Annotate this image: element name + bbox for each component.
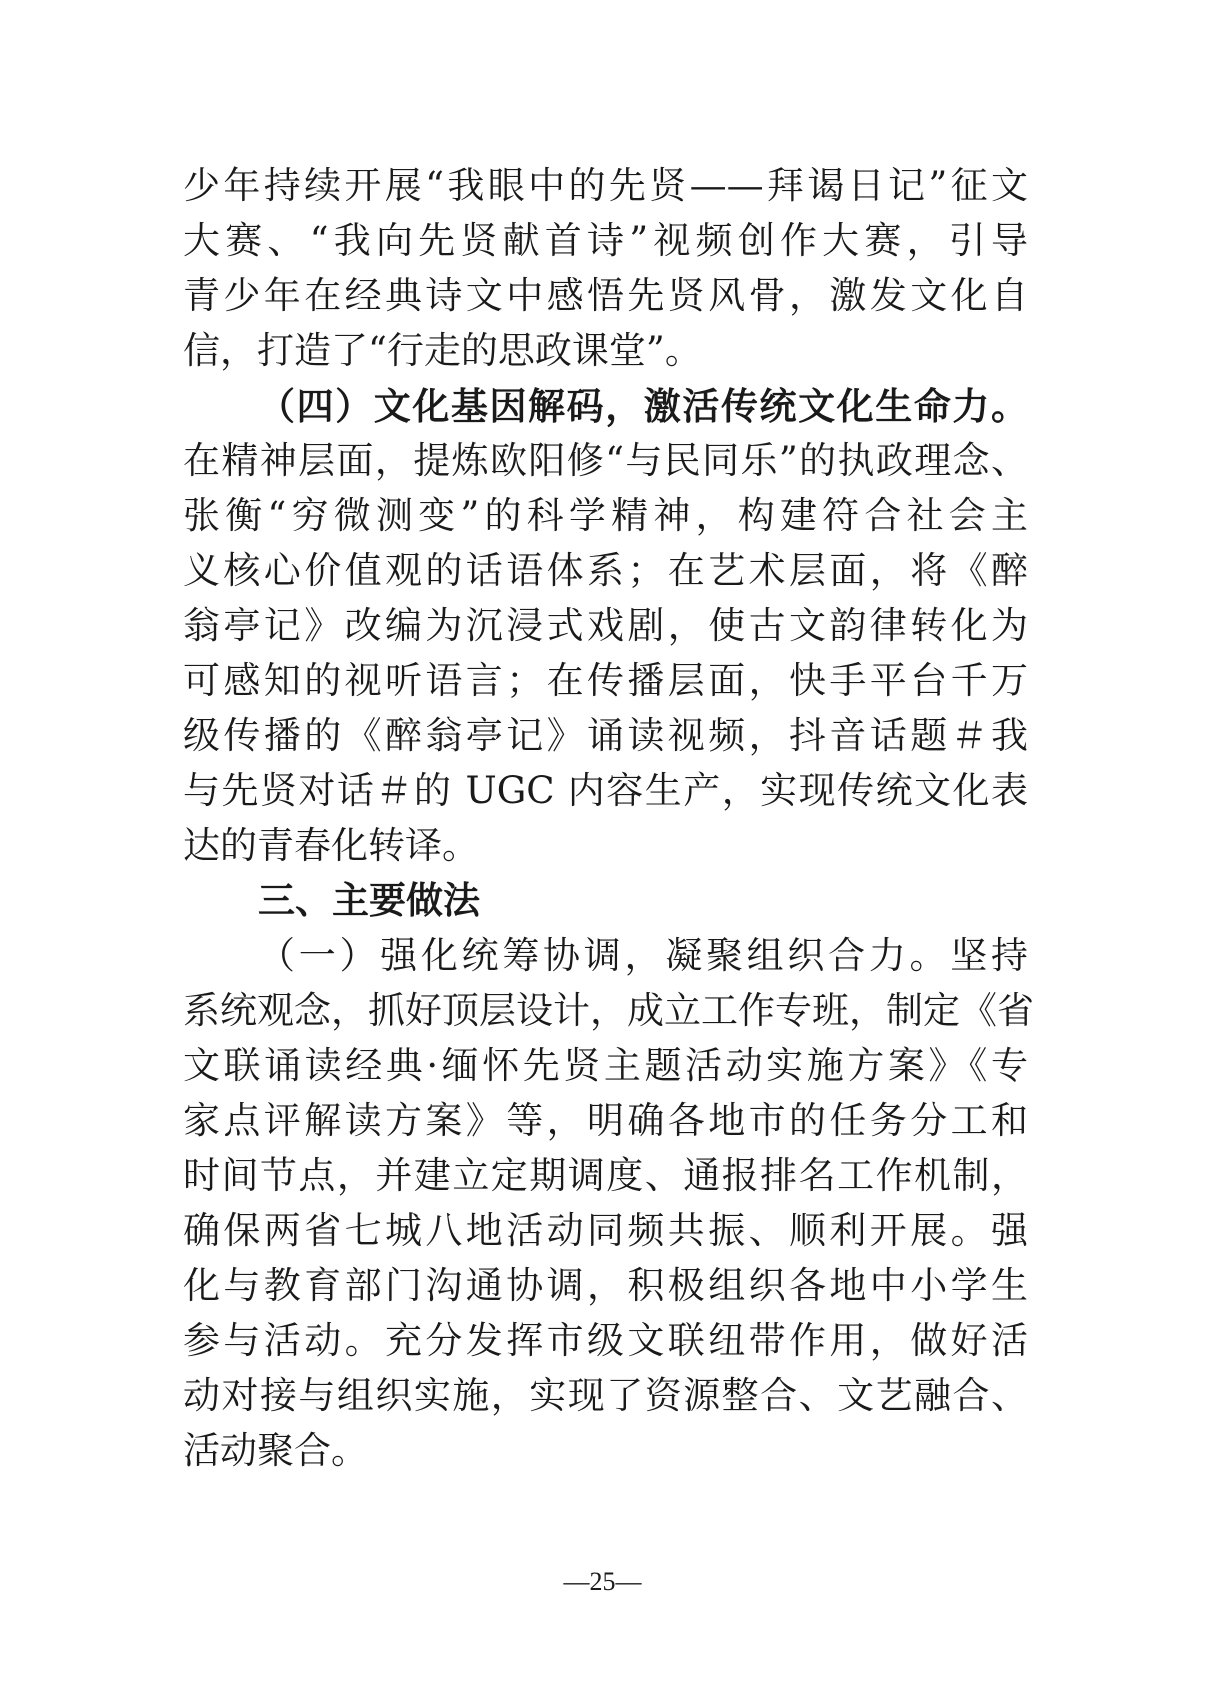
paragraph-line: 翁亭记》改编为沉浸式戏剧，使古文韵律转化为 [183,604,1028,647]
paragraph-line: 与先贤对话＃的 UGC 内容生产，实现传统文化表 [183,769,1028,812]
paragraph-line: 可感知的视听语言；在传播层面，快手平台千万 [183,659,1028,702]
paragraph-line: 化与教育部门沟通协调，积极组织各地中小学生 [183,1264,1028,1307]
paragraph-line: 文联诵读经典·缅怀先贤主题活动实施方案》《专 [183,1044,1028,1087]
page-number: —25— [563,1567,642,1596]
paragraph-line: 信，打造了“行走的思政课堂”。 [183,329,702,372]
paragraph-line: 时间节点，并建立定期调度、通报排名工作机制， [183,1154,1028,1197]
paragraph-line: 义核心价值观的话语体系；在艺术层面，将《醉 [183,549,1028,592]
paragraph-line: 在精神层面，提炼欧阳修“与民同乐”的执政理念、 [183,439,1028,482]
paragraph-line: 系统观念，抓好顶层设计，成立工作专班，制定《省 [183,989,1034,1032]
paragraph-line: 确保两省七城八地活动同频共振、顺利开展。强 [183,1209,1028,1252]
paragraph-line: 青少年在经典诗文中感悟先贤风骨，激发文化自 [183,274,1028,317]
paragraph-line: 参与活动。充分发挥市级文联纽带作用，做好活 [183,1319,1028,1362]
paragraph-line: 达的青春化转译。 [183,824,479,867]
paragraph-line: 活动聚合。 [183,1429,368,1472]
section-heading-3: 三、主要做法 [258,879,480,922]
paragraph-line: 张衡“穷微测变”的科学精神，构建符合社会主 [183,494,1028,537]
paragraph-line: 少年持续开展“我眼中的先贤——拜谒日记”征文 [183,164,1028,207]
subsection-heading-1-line: （一）强化统筹协调，凝聚组织合力。坚持 [258,934,1028,977]
subsection-heading-4: （四）文化基因解码，激活传统文化生命力。 [258,384,1028,428]
paragraph-line: 级传播的《醉翁亭记》诵读视频，抖音话题＃我 [183,714,1028,757]
paragraph-line: 大赛、“我向先贤献首诗”视频创作大赛，引导 [183,219,1028,262]
paragraph-line: 家点评解读方案》等，明确各地市的任务分工和 [183,1099,1028,1142]
paragraph-line: 动对接与组织实施，实现了资源整合、文艺融合、 [183,1374,1028,1417]
